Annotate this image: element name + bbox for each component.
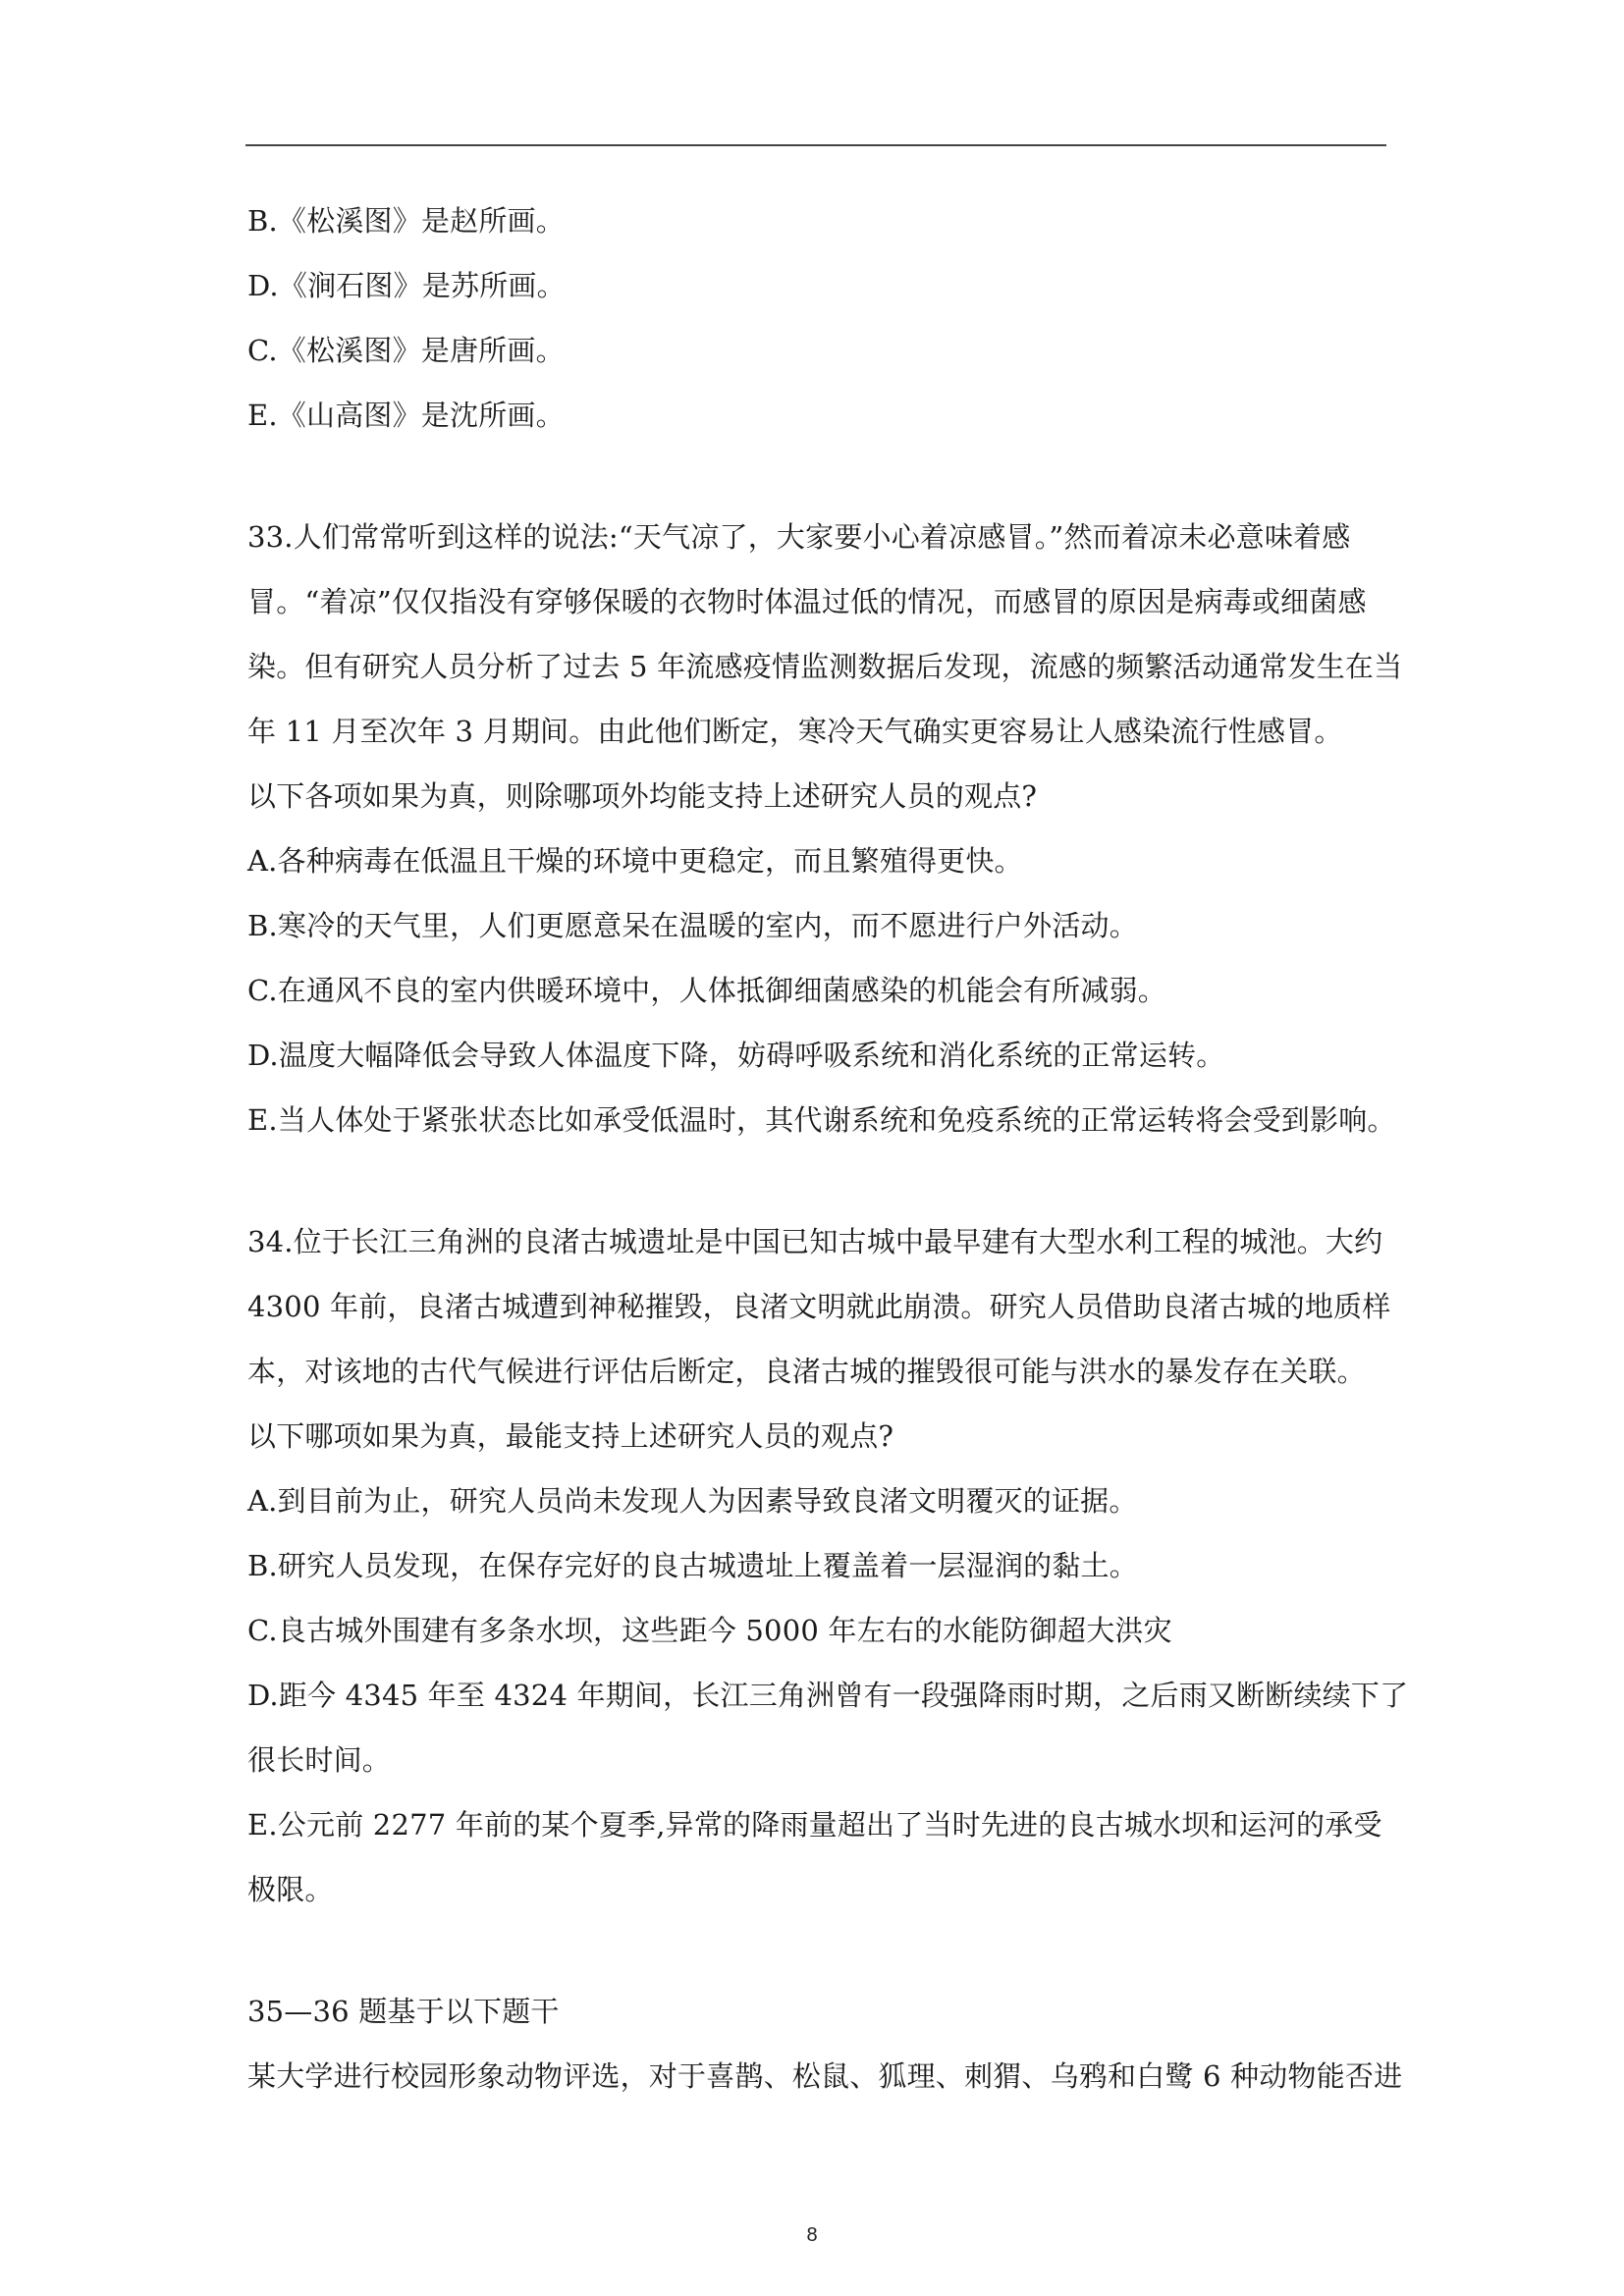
q34-stem-line: 4300 年前，良渚古城遭到神秘摧毁，良渚文明就此崩溃。研究人员借助良渚古城的地质样	[247, 1290, 1391, 1323]
q33-stem-line: 年 11 月至次年 3 月期间。由此他们断定，寒冷天气确实更容易让人感染流行性感冒。	[247, 715, 1343, 748]
q34-option-e-cont: 极限。	[247, 1873, 334, 1906]
q33-option-a: A.各种病毒在低温且干燥的环境中更稳定，而且繁殖得更快。	[247, 844, 1023, 878]
q32-option-e: E.《山高图》是沈所画。	[247, 399, 565, 432]
spacer	[247, 1170, 1391, 1227]
spacer	[247, 465, 1391, 522]
page-number: 8	[806, 2224, 818, 2246]
q33-option-b: B.寒冷的天气里，人们更愿意呆在温暖的室内，而不愿进行户外活动。	[247, 909, 1138, 942]
q34-option-e: E.公元前 2277 年前的某个夏季,异常的降雨量超出了当时先进的良古城水坝和运河的承受	[247, 1808, 1382, 1842]
q34-stem-line: 34.位于长江三角洲的良渚古城遗址是中国已知古城中最早建有大型水利工程的城池。大约	[247, 1225, 1383, 1258]
q34-question: 以下哪项如果为真，最能支持上述研究人员的观点?	[247, 1419, 894, 1453]
q32-options	[247, 206, 1391, 430]
q33-option-e: E.当人体处于紧张状态比如承受低温时，其代谢系统和免疫系统的正常运转将会受到影响。	[247, 1103, 1396, 1137]
q32-option-d: D.《涧石图》是苏所画。	[247, 269, 566, 302]
q33-stem-line: 冒。“着凉”仅仅指没有穿够保暖的衣物时体温过低的情况，而感冒的原因是病毒或细菌感	[247, 585, 1367, 618]
q33-option-c: C.在通风不良的室内供暖环境中，人体抵御细菌感染的机能会有所减弱。	[247, 974, 1166, 1007]
spacer	[247, 1940, 1391, 1997]
question-33	[247, 520, 1403, 1137]
page-content	[247, 204, 1409, 2126]
q35-36-stem-line: 某大学进行校园形象动物评选，对于喜鹊、松鼠、狐理、刺猬、乌鸦和白鹭 6 种动物能否进	[247, 2059, 1403, 2093]
q35-36-heading: 35—36 题基于以下题干	[247, 1995, 560, 2028]
q34-stem-line: 本，对该地的古代气候进行评估后断定，良渚古城的摧毁很可能与洪水的暴发存在关联。	[247, 1355, 1366, 1388]
question-34	[247, 1225, 1409, 1906]
q34-option-b: B.研究人员发现，在保存完好的良古城遗址上覆盖着一层湿润的黏土。	[247, 1549, 1138, 1582]
q33-option-d: D.温度大幅降低会导致人体温度下降，妨碍呼吸系统和消化系统的正常运转。	[247, 1039, 1225, 1072]
q34-option-a: A.到目前为止，研究人员尚未发现人为因素导致良渚文明覆灭的证据。	[247, 1484, 1138, 1518]
q33-stem-line: 染。但有研究人员分析了过去 5 年流感疫情监测数据后发现，流感的频繁活动通常发生在当	[247, 650, 1403, 683]
q34-option-c: C.良古城外围建有多条水坝，这些距今 5000 年左右的水能防御超大洪灾	[247, 1614, 1172, 1647]
q34-option-d-cont: 很长时间。	[247, 1743, 392, 1777]
q32-option-c: C.《松溪图》是唐所画。	[247, 334, 565, 367]
q33-stem-line: 33.人们常常听到这样的说法:“天气凉了，大家要小心着凉感冒。”然而着凉未必意味着感	[247, 520, 1351, 554]
q32-option-b: B.《松溪图》是赵所画。	[247, 204, 565, 238]
q34-option-d: D.距今 4345 年至 4324 年期间，长江三角洲曾有一段强降雨时期，之后雨又断断续续下了	[247, 1679, 1409, 1712]
header-rule	[245, 144, 1386, 146]
question-35-36	[247, 1995, 1403, 2093]
q33-question: 以下各项如果为真，则除哪项外均能支持上述研究人员的观点?	[247, 779, 1038, 813]
